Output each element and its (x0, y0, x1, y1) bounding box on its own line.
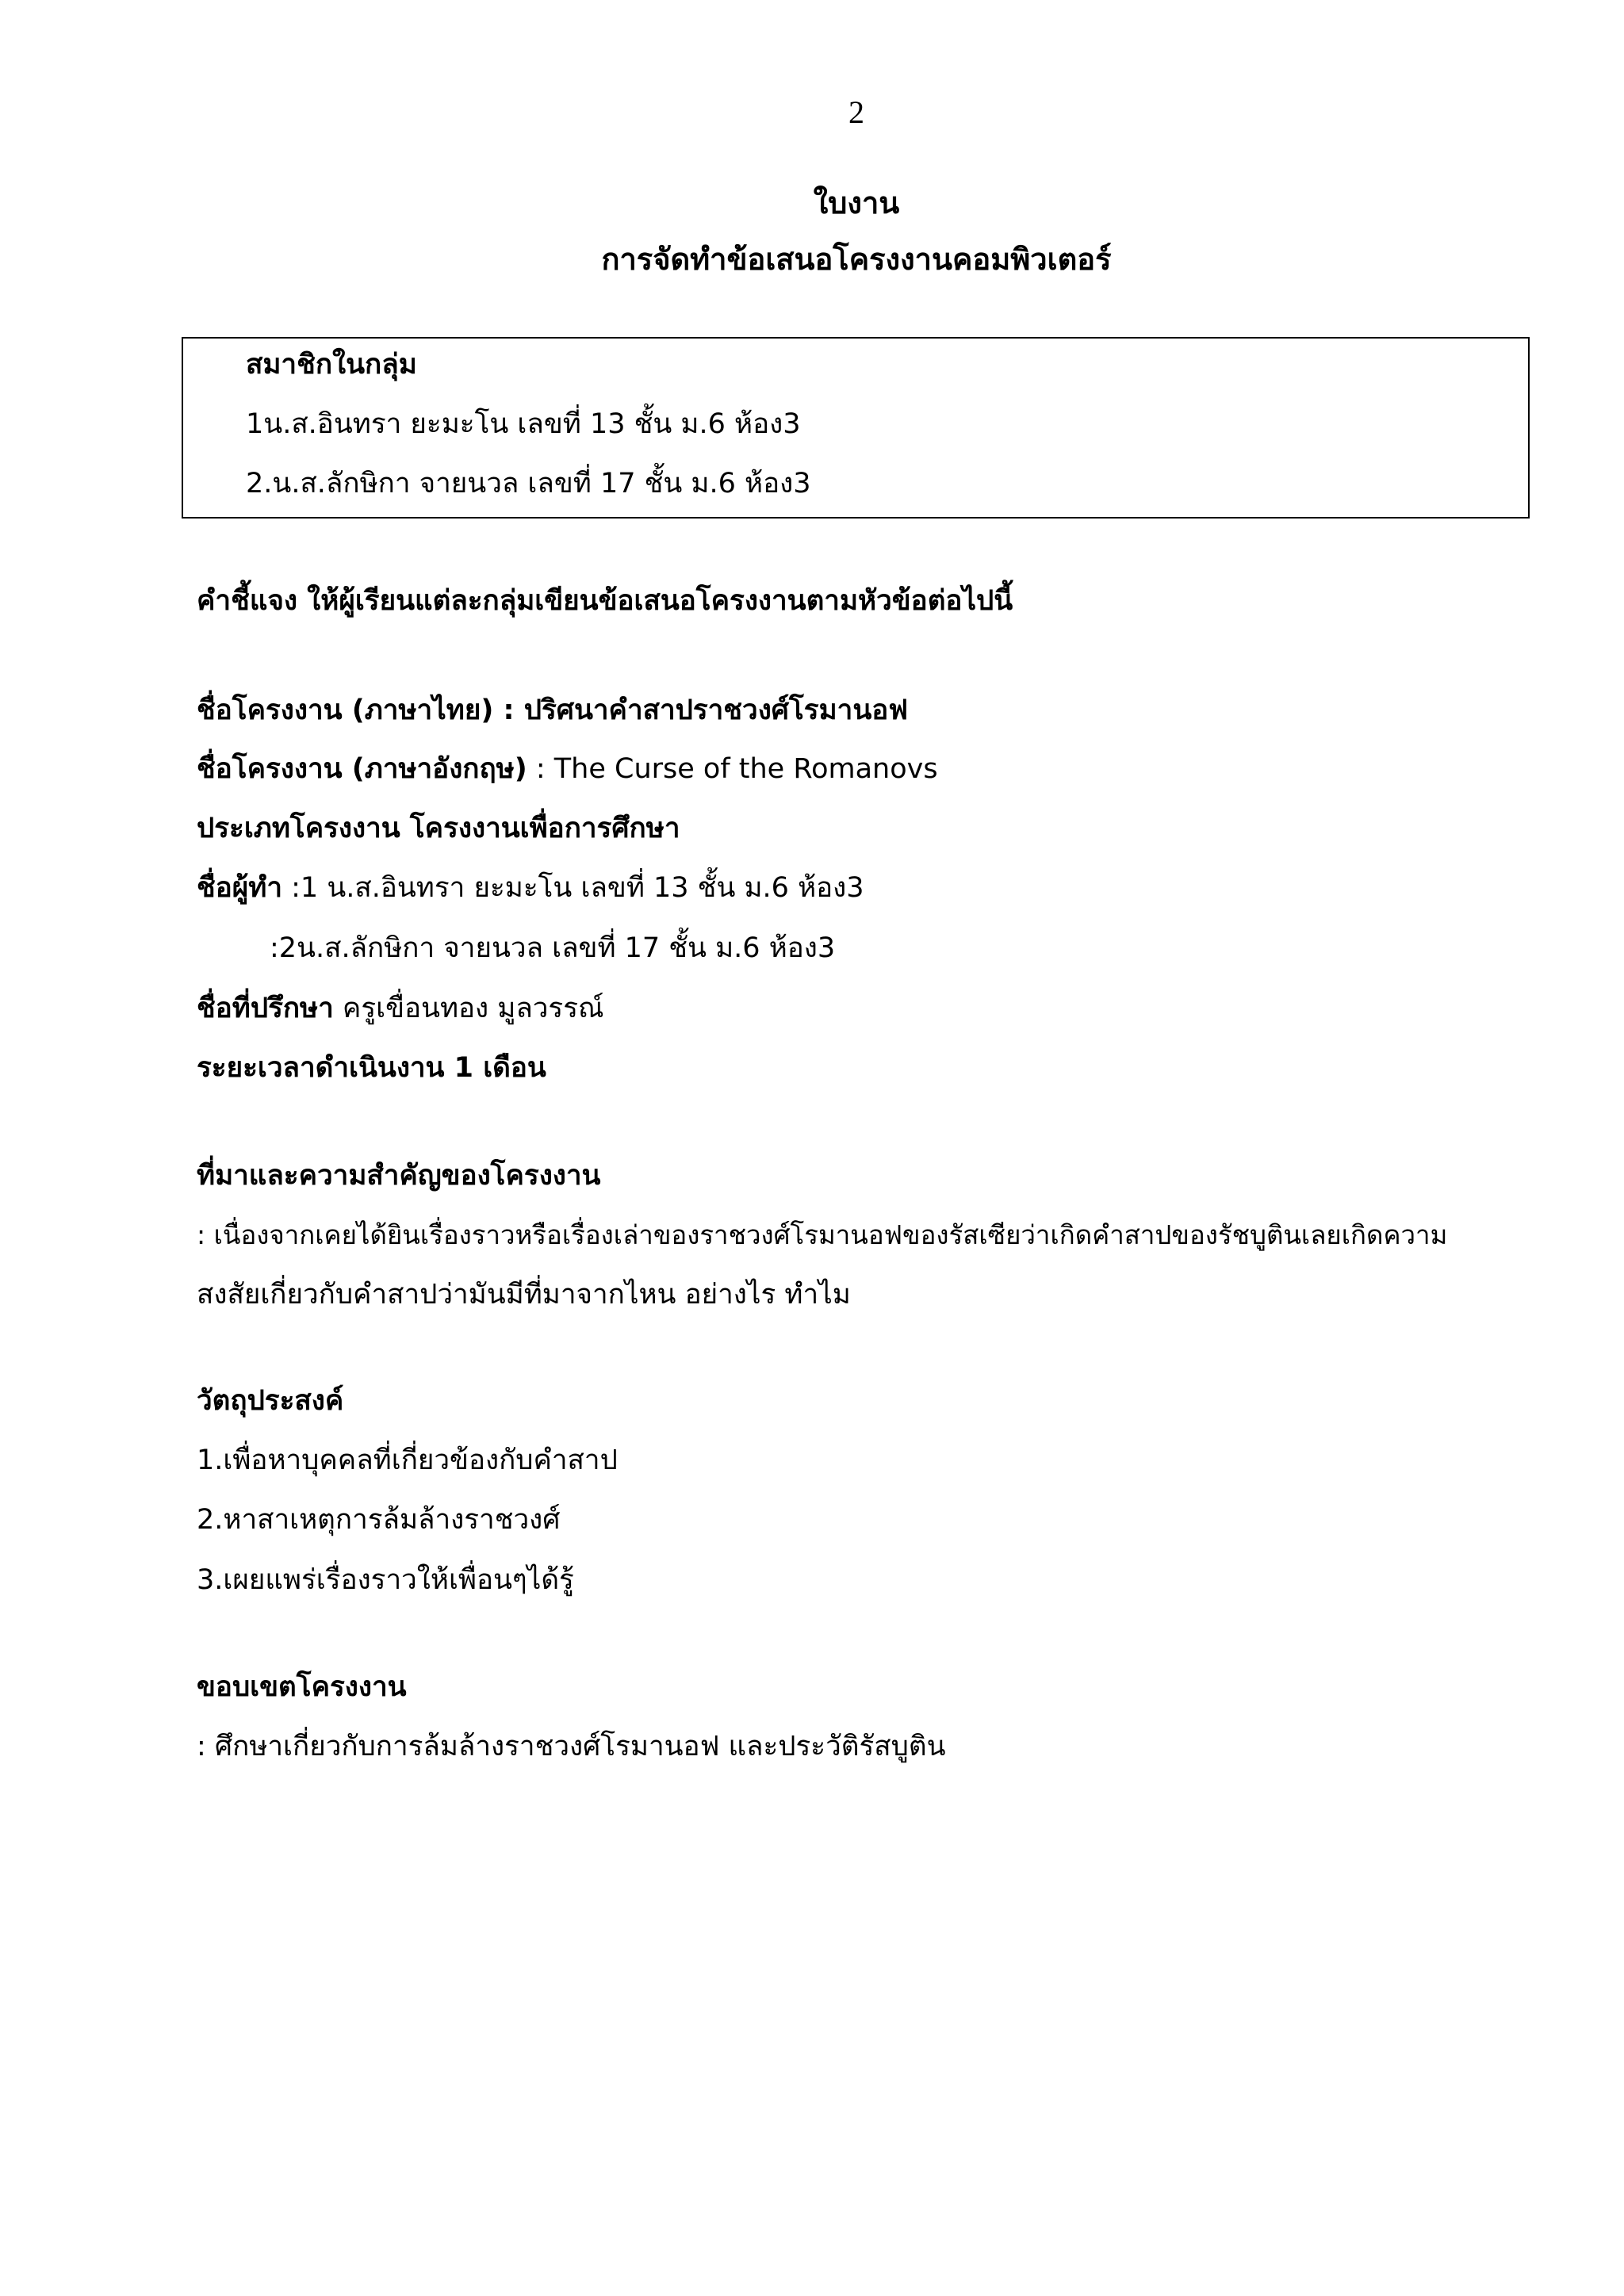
objective-item: 3.เผยแพร่เรื่องราวให้เพื่อนๆได้รู้ (197, 1564, 574, 1596)
project-english-name-label: ชื่อโครงงาน (ภาษาอังกฤษ) (197, 753, 527, 785)
member-item: 2.น.ส.ลักษิกา จายนวล เลขที่ 17 ชั้น ม.6 ห้อง3 (246, 468, 811, 499)
project-duration: ระยะเวลาดำเนินงาน 1 เดือน (197, 1052, 546, 1084)
project-authors (197, 874, 864, 902)
member-item: 1น.ส.อินทรา ยะมะโน เลขที่ 13 ชั้น ม.6 ห้อง3 (246, 408, 801, 440)
objectives-heading: วัตถุประสงค์ (197, 1385, 344, 1417)
authors-label: ชื่อผู้ทำ (197, 872, 283, 904)
advisor-value: ครูเขื่อนทอง มูลวรรณ์ (333, 993, 604, 1024)
project-thai-name-value: : ปริศนาคำสาปราชวงศ์โรมานอฟ (493, 695, 909, 726)
background-heading: ที่มาและความสำคัญของโครงงาน (197, 1160, 601, 1192)
scope-heading: ขอบเขตโครงงาน (197, 1671, 407, 1703)
background-line-2: สงสัยเกี่ยวกับคำสาปว่ามันมีที่มาจากไหน อย่างไร ทำไม (197, 1279, 851, 1311)
project-advisor (197, 995, 604, 1023)
project-type: ประเภทโครงงาน โครงงานเพื่อการศึกษา (197, 813, 680, 844)
objective-item: 1.เพื่อหาบุคคลที่เกี่ยวข้องกับคำสาป (197, 1445, 618, 1476)
scope-text: : ศึกษาเกี่ยวกับการล้มล้างราชวงศ์โรมานอฟ และประวัติรัสบูติน (197, 1731, 946, 1762)
page-number: 2 (848, 94, 864, 130)
project-thai-name-label: ชื่อโครงงาน (ภาษาไทย) (197, 695, 494, 726)
members-heading: สมาชิกในกลุ่ม (246, 349, 417, 381)
worksheet-subtitle: การจัดทำข้อเสนอโครงงานคอมพิวเตอร์ (601, 242, 1112, 277)
background-line-1: : เนื่องจากเคยได้ยินเรื่องราวหรือเรื่องเล่าของราชวงศ์โรมานอฟของรัสเซียว่าเกิดคำสาปของรัชบูตินเลยเกิดความ (197, 1219, 1448, 1250)
project-english-name (197, 753, 938, 785)
objective-item: 2.หาสาเหตุการล้มล้างราชวงศ์ (197, 1504, 561, 1536)
author-1: :1 น.ส.อินทรา ยะมะโน เลขที่ 13 ชั้น ม.6 ห้อง3 (282, 872, 864, 904)
worksheet-title: ใบงาน (813, 186, 900, 220)
instruction-text: คำชี้แจง ให้ผู้เรียนแต่ละกลุ่มเขียนข้อเสนอโครงงานตามหัวข้อต่อไปนี้ (197, 585, 1013, 617)
advisor-label: ชื่อที่ปรึกษา (197, 993, 334, 1024)
author-2: :2น.ส.ลักษิกา จายนวล เลขที่ 17 ชั้น ม.6 ห้อง3 (270, 932, 836, 964)
project-english-name-value: : The Curse of the Romanovs (527, 753, 938, 785)
project-thai-name (197, 697, 908, 725)
